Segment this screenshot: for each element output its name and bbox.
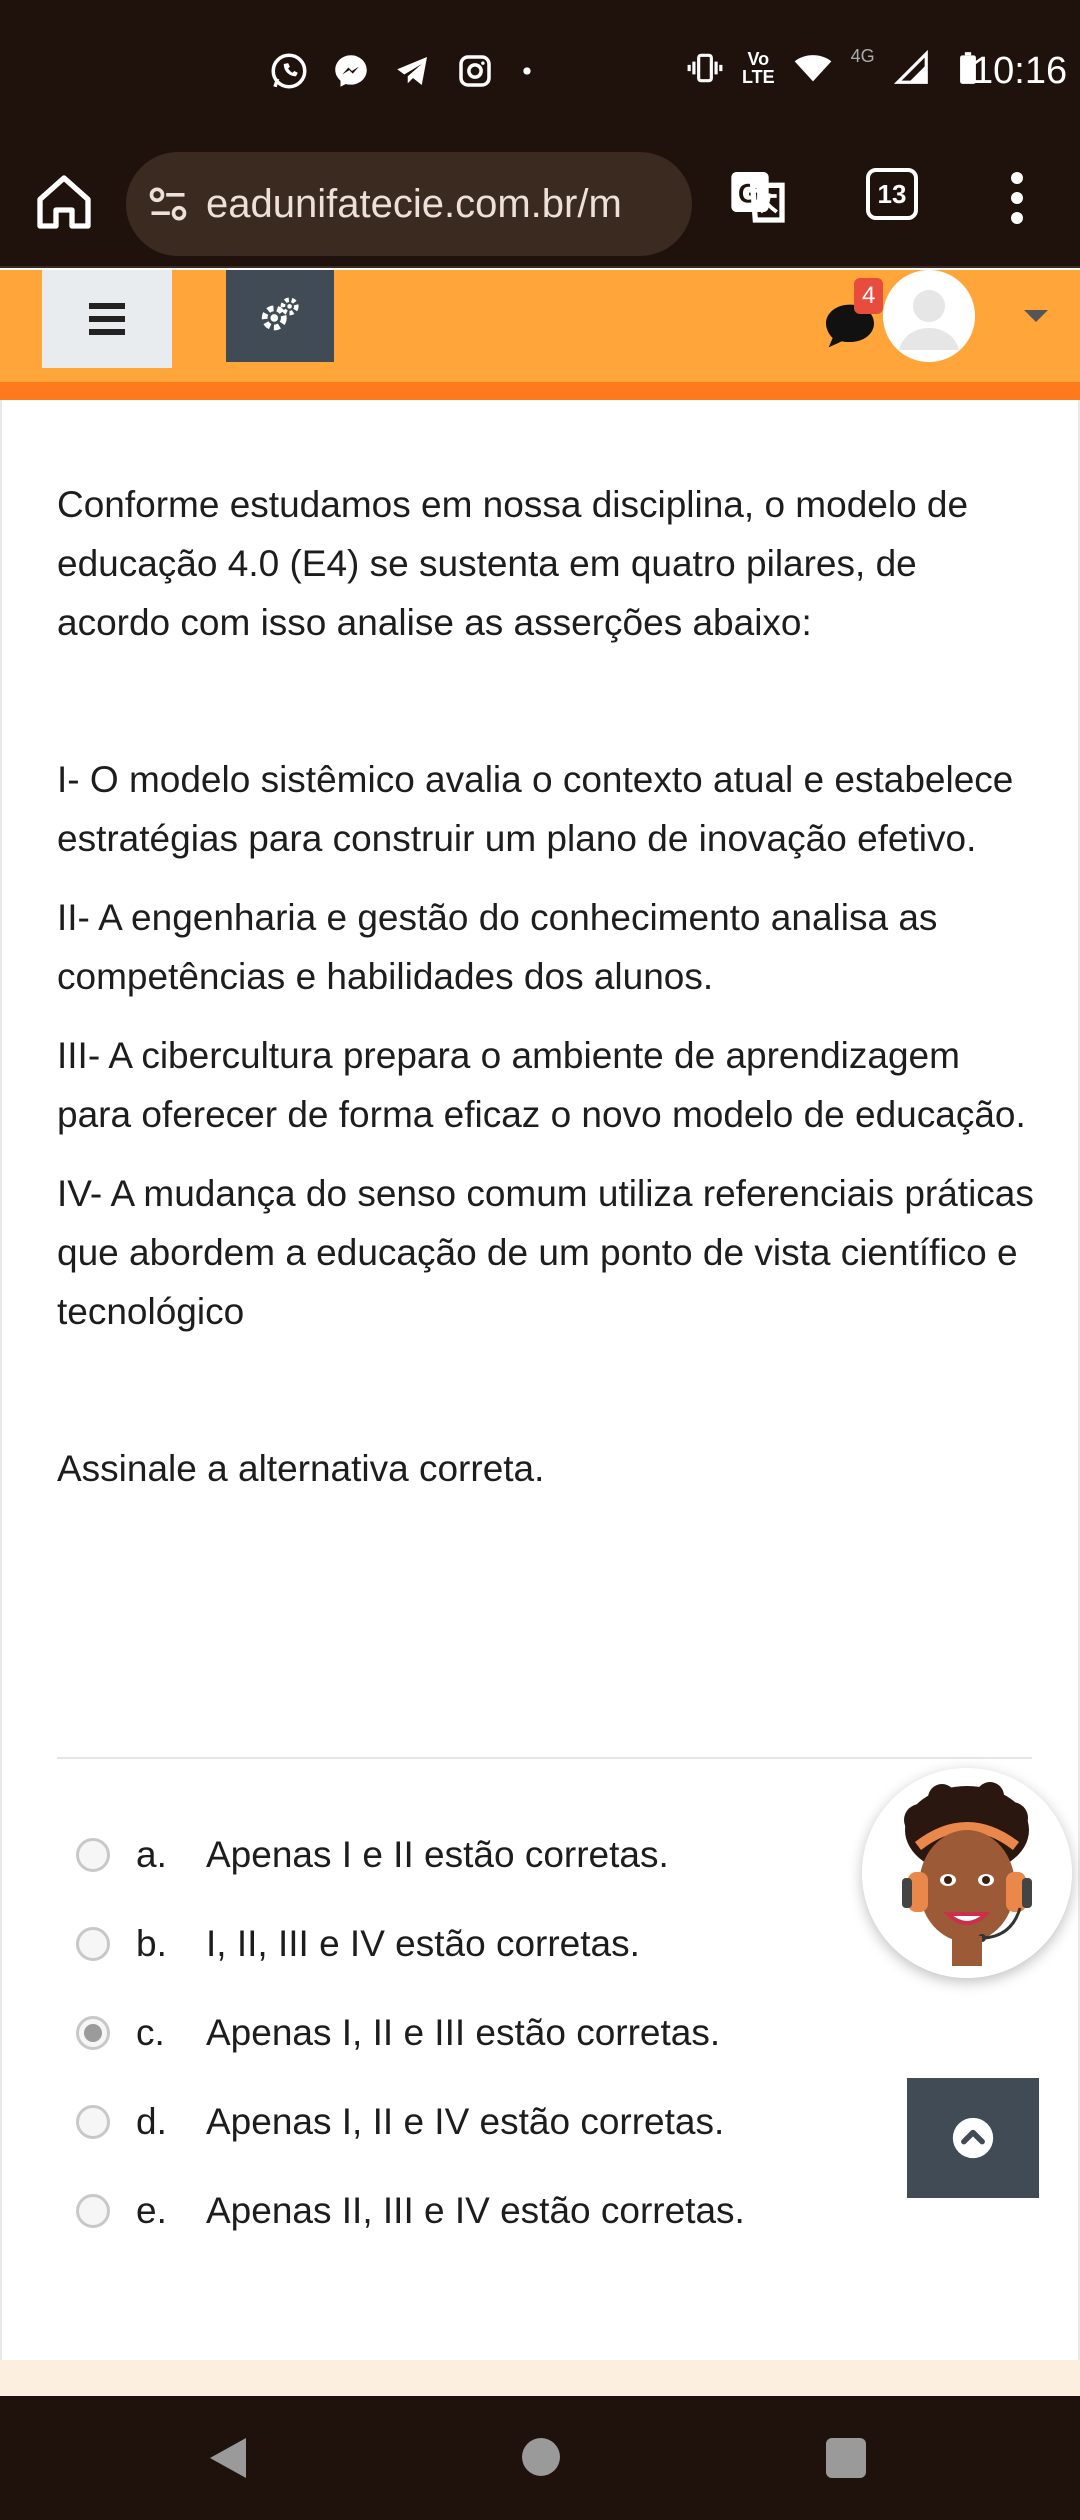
clock: 10:16 — [972, 50, 1068, 92]
tabs-button[interactable]: 13 — [866, 168, 918, 220]
answer-option-d[interactable] — [76, 2077, 745, 2166]
answer-text[interactable]: Apenas II, III e IV estão corretas. — [206, 2189, 745, 2231]
network-type: 4G — [850, 45, 875, 66]
answer-option-c[interactable] — [76, 1988, 745, 2077]
answer-option-e[interactable] — [76, 2166, 745, 2255]
vibrate-icon — [686, 49, 724, 87]
assertion-1: I- O modelo sistêmico avalia o contexto atual e estabelece estratégias para construir um plano de inovação efetivo. — [57, 759, 1014, 859]
support-assistant-avatar[interactable] — [862, 1768, 1072, 1978]
gear-icon[interactable] — [226, 270, 334, 362]
answer-text[interactable]: I, II, III e IV estão corretas. — [206, 1922, 640, 1964]
footer-strip — [0, 2360, 1080, 2396]
question-intro: Conforme estudamos em nossa disciplina, o modelo de educação 4.0 (E4) se sustenta em quatro pilares, de acordo com isso analise as asserções abaixo: — [57, 484, 969, 643]
assertion-2: II- A engenharia e gestão do conhecimento analisa as competências e habilidades dos alunos. — [57, 897, 938, 997]
system-navigation-bar — [0, 2396, 1080, 2520]
address-bar[interactable] — [126, 152, 692, 256]
volte-indicator: Vo LTE — [742, 49, 775, 87]
answer-letter: b. — [136, 1922, 167, 1964]
whatsapp-icon — [268, 50, 310, 92]
answer-text[interactable]: Apenas I, II e IV estão corretas. — [206, 2100, 725, 2142]
question-text — [57, 475, 1037, 1518]
navbar-accent-bar — [0, 382, 1080, 400]
home-icon[interactable] — [32, 170, 96, 234]
assertion-3: III- A cibercultura prepara o ambiente de aprendizagem para oferecer de forma eficaz o novo modelo de educação. — [57, 1035, 1026, 1135]
dot-icon — [516, 60, 538, 82]
menu-toggle-button[interactable] — [42, 270, 172, 368]
question-content — [0, 400, 1080, 2360]
answer-list — [76, 1810, 745, 2255]
chevron-up-icon — [951, 2116, 995, 2160]
notification-icons — [268, 50, 538, 92]
site-navbar — [0, 270, 1080, 382]
radio-button-selected[interactable] — [76, 2016, 110, 2050]
message-count-badge: 4 — [854, 278, 883, 314]
answer-letter: e. — [136, 2189, 167, 2231]
radio-button[interactable] — [76, 1838, 110, 1872]
radio-button[interactable] — [76, 2105, 110, 2139]
answer-letter: a. — [136, 1833, 167, 1875]
assertion-4: IV- A mudança do senso comum utiliza referenciais práticas que abordem a educação de um ponto de vista científico e tecnológico — [57, 1173, 1034, 1332]
signal-icon — [893, 49, 931, 87]
browser-toolbar — [0, 140, 1080, 268]
telegram-icon — [392, 50, 434, 92]
scroll-to-top-button[interactable] — [907, 2078, 1039, 2198]
answer-option-a[interactable] — [76, 1810, 745, 1899]
answer-letter: c. — [136, 2011, 165, 2053]
instagram-icon — [454, 50, 496, 92]
site-settings-icon[interactable] — [146, 182, 190, 226]
answer-letter: d. — [136, 2100, 167, 2142]
chevron-down-icon[interactable] — [1024, 310, 1048, 322]
answer-text[interactable]: Apenas I, II e III estão corretas. — [206, 2011, 721, 2053]
question-prompt: Assinale a alternativa correta. — [57, 1448, 545, 1489]
url-text[interactable]: eadunifatecie.com.br/m — [206, 181, 622, 226]
translate-icon[interactable] — [726, 164, 790, 228]
back-icon[interactable] — [210, 2438, 246, 2478]
radio-button[interactable] — [76, 1927, 110, 1961]
avatar[interactable] — [883, 270, 975, 362]
wifi-icon — [793, 48, 833, 88]
radio-button[interactable] — [76, 2194, 110, 2228]
divider — [57, 1757, 1032, 1759]
messenger-icon — [330, 50, 372, 92]
home-circle-icon[interactable] — [522, 2438, 560, 2476]
recent-apps-icon[interactable] — [826, 2438, 866, 2478]
browser-menu-button[interactable] — [1000, 166, 1034, 230]
system-icons — [686, 45, 987, 88]
status-bar — [0, 0, 1080, 140]
svg-text:G: G — [738, 178, 759, 209]
answer-option-b[interactable] — [76, 1899, 745, 1988]
answer-text[interactable]: Apenas I e II estão corretas. — [206, 1833, 669, 1875]
